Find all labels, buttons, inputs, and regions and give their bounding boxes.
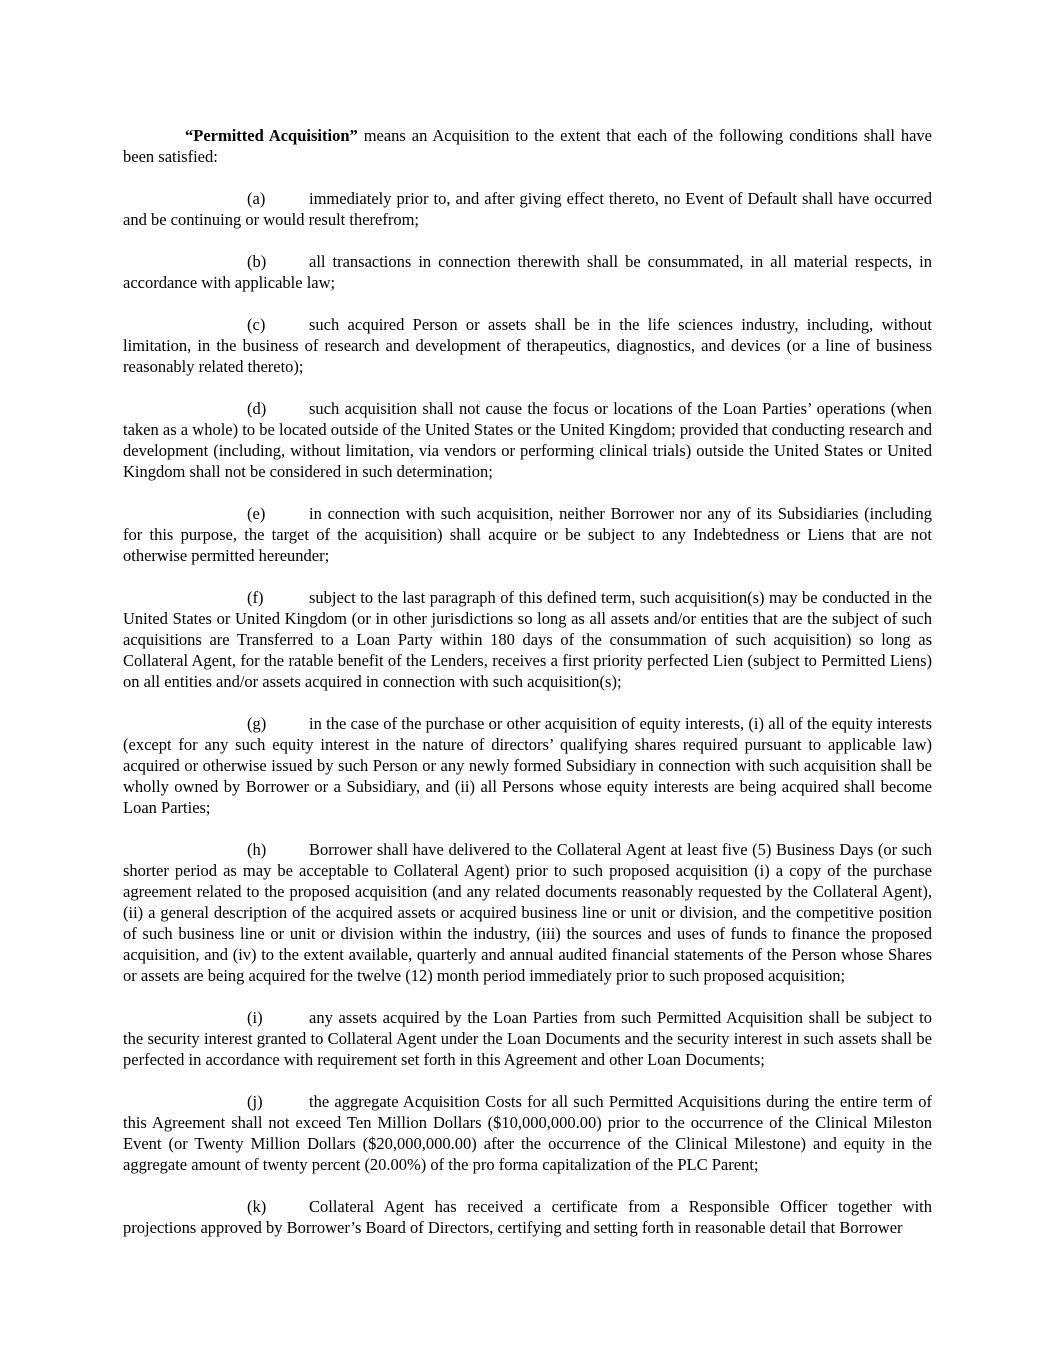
clause-label: (g): [247, 714, 267, 733]
clause-text: all transactions in connection therewith shall be consummated, in all material respects, in accordance with applicable law;: [123, 252, 932, 292]
clause-label: (h): [247, 840, 267, 859]
clause-label: (i): [247, 1008, 263, 1027]
clause-text: in the case of the purchase or other acquisition of equity interests, (i) all of the equity interests (except for any such equity interest in the nature of directors’ qualifying shares required pursuant to applicable law) acquired or otherwise issued by such Person or any newly formed Subsidiary in connection with such acquisition shall be wholly owned by Borrower or a Subsidiary, and (ii) all Persons whose equity interests are being acquired shall become Loan Parties;: [123, 714, 932, 817]
clause-paragraph: [123, 839, 932, 986]
clause-text: immediately prior to, and after giving effect thereto, no Event of Default shall have occurred and be continuing or would result therefrom;: [123, 189, 932, 229]
clause-label: (d): [247, 399, 267, 418]
clause-paragraph: [123, 587, 932, 692]
clause-text: any assets acquired by the Loan Parties from such Permitted Acquisition shall be subject to the security interest granted to Collateral Agent under the Loan Documents and the security interest in such assets shall be perfected in accordance with requirement set forth in this Agreement and other Loan Documents;: [123, 1008, 932, 1069]
clause-paragraph: [123, 713, 932, 818]
clause-paragraph: [123, 251, 932, 293]
clause-paragraph: [123, 1196, 932, 1238]
clause-paragraph: [123, 1007, 932, 1070]
clause-label: (a): [247, 189, 266, 208]
clause-text: subject to the last paragraph of this defined term, such acquisition(s) may be conducted in the United States or United Kingdom (or in other jurisdictions so long as all assets and/or entities that are the subject of such acquisitions are Transferred to a Loan Party within 180 days of the consummation of such acquisition) so long as Collateral Agent, for the ratable benefit of the Lenders, receives a first priority perfected Lien (subject to Permitted Liens) on all entities and/or assets acquired in connection with such acquisition(s);: [123, 588, 932, 691]
definition-intro-text: means an Acquisition to the extent that each of the following conditions shall have been satisfied:: [123, 126, 932, 166]
clause-label: (e): [247, 504, 266, 523]
clause-text: such acquired Person or assets shall be in the life sciences industry, including, without limitation, in the business of research and development of therapeutics, diagnostics, and devices (or a line of business reasonably related thereto);: [123, 315, 932, 376]
clause-label: (c): [247, 315, 266, 334]
clause-label: (j): [247, 1092, 263, 1111]
clause-text: such acquisition shall not cause the focus or locations of the Loan Parties’ operations (when taken as a whole) to be located outside of the United States or the United Kingdom; provided that conducting research and development (including, without limitation, via vendors or performing clinical trials) outside the United States or United Kingdom shall not be considered in such determination;: [123, 399, 932, 481]
clause-paragraph: [123, 314, 932, 377]
clause-paragraph: [123, 188, 932, 230]
clause-text: Borrower shall have delivered to the Collateral Agent at least five (5) Business Days (or such shorter period as may be acceptable to Collateral Agent) prior to such proposed acquisition (i) a copy of the purchase agreement related to the proposed acquisition (and any related documents reasonably requested by the Collateral Agent), (ii) a general description of the acquired assets or acquired business line or unit or division, and the competitive position of such business line or unit or division within the industry, (iii) the sources and uses of funds to finance the proposed acquisition, and (iv) to the extent available, quarterly and annual audited financial statements of the Person whose Shares or assets are being acquired for the twelve (12) month period immediately prior to such proposed acquisition;: [123, 840, 932, 985]
clause-text: Collateral Agent has received a certificate from a Responsible Officer together with projections approved by Borrower’s Board of Directors, certifying and setting forth in reasonable detail that Borrower: [123, 1197, 932, 1237]
clause-paragraph: [123, 503, 932, 566]
clause-text: in connection with such acquisition, neither Borrower nor any of its Subsidiaries (including for this purpose, the target of the acquisition) shall acquire or be subject to any Indebtedness or Liens that are not otherwise permitted hereunder;: [123, 504, 932, 565]
clause-paragraph: [123, 398, 932, 482]
clause-paragraph: [123, 1091, 932, 1175]
defined-term: “Permitted Acquisition”: [185, 126, 358, 145]
clauses-list: [123, 188, 932, 1238]
clause-label: (k): [247, 1197, 267, 1216]
definition-intro: [123, 125, 932, 167]
clause-label: (f): [247, 588, 264, 607]
clause-label: (b): [247, 252, 267, 271]
clause-text: the aggregate Acquisition Costs for all such Permitted Acquisitions during the entire term of this Agreement shall not exceed Ten Million Dollars ($10,000,000.00) prior to the occurrence of the Clinical Mileston Event (or Twenty Million Dollars ($20,000,000.00) after the occurrence of the Clinical Milestone) and equity in the aggregate amount of twenty percent (20.00%) of the pro forma capitalization of the PLC Parent;: [123, 1092, 932, 1174]
